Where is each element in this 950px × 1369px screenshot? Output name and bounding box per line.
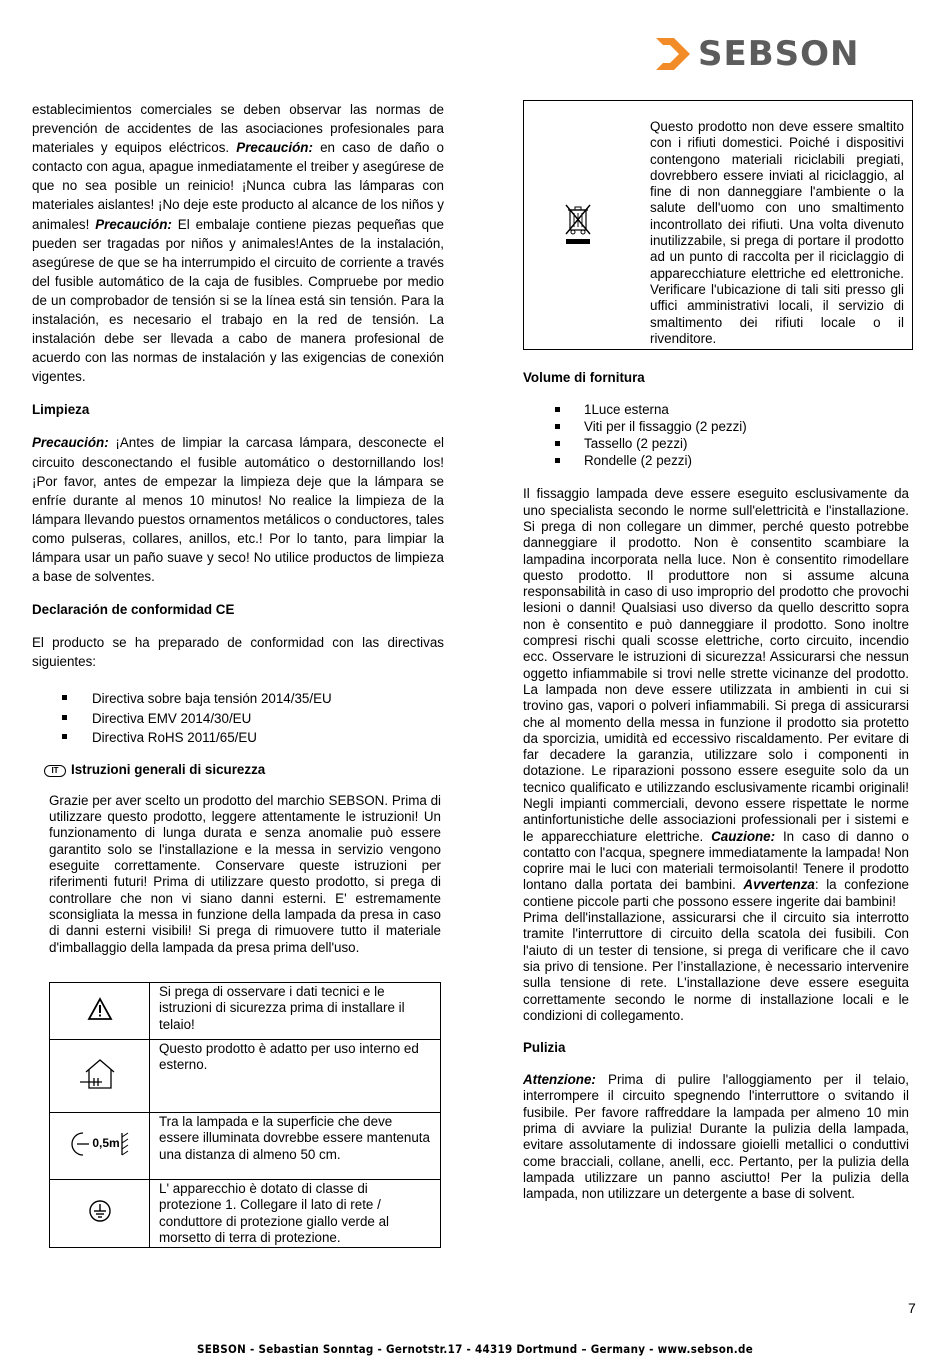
symbol-cell [50, 1039, 150, 1112]
table-row [50, 1179, 441, 1248]
page-number: 7 [908, 1300, 916, 1316]
ce-paragraph: El producto se ha preparado de conformidad con las directivas siguientes: [32, 635, 444, 670]
list-item: Directiva sobre baja tensión 2014/35/EU [32, 689, 444, 709]
weee-text-cell [632, 101, 913, 350]
emphasis-label: Precaución: [236, 140, 313, 156]
emphasis-label: Avvertenza [743, 877, 815, 893]
volume-heading: Volume di fornitura [523, 370, 645, 386]
indoor-outdoor-house-icon [78, 1054, 122, 1094]
language-badge: IT [44, 765, 66, 777]
it-paragraph: Grazie per aver scelto un prodotto del marchio SEBSON. Prima di utilizzare questo prodotto, leggere attentamente le istruzioni! Un funzionamento di lunga durata e senza anomalie può essere garantito solo se l'installazione e la messa in servizio vengono eseguite correttamente. Conservare queste istruzioni per riferimenti futuri! Prima di utilizzare questo prodotto, si prega di controllare che non vi siano danni esterni. E' estremamente sconsigliata la messa in funzione della lampada da presa in caso di danni esterni visibili! Si prega di rimuovere tutto il materiale d'imballaggio della lampada da presa prima dell'uso. [49, 792, 441, 955]
emphasis-label: Precaución: [95, 216, 172, 232]
distance-lamp-icon [69, 1130, 129, 1158]
emphasis-label: Attenzione: [523, 1072, 596, 1088]
chevron-logo-icon [652, 34, 692, 74]
list-item: Directiva EMV 2014/30/EU [32, 709, 444, 729]
pulizia-heading: Pulizia [523, 1040, 566, 1056]
it-heading-label: Istruzioni generali di sicurezza [71, 761, 266, 777]
list-item: 1Luce esterna [523, 402, 909, 419]
list-item: Tassello (2 pezzi) [523, 436, 909, 453]
list-item: Viti per il fissaggio (2 pezzi) [523, 419, 909, 436]
limpieza-paragraph: Precaución: ¡Antes de limpiar la carcasa lámpara, desconecte el circuito desconectando el fusible automático o destornillando los! ¡Por favor, antes de empezar la limpieza deje que la lámpara se enfríe durante al menos 10 minutos! No realice la limpieza de la lámpara llevando puestos ornamentos metálicos o conductores, tales como pulseras, collares, anillos, etc.! Por lo tanto, para limpiar la lámpara usar un paño suave y seco! No utilice productos de limpieza a base de solventes. [32, 435, 444, 585]
symbol-text: Si prega di osservare i dati tecnici e le istruzioni di sicurezza prima di installare il telaio! [150, 982, 441, 1039]
installation-paragraph: Il fissaggio lampada deve essere eseguito esclusivamente da uno specialista secondo le norme sull'elettricità e l'installazione. Si prega di non collegare un dimmer, perché questo potrebbe danneggiare il prodotto. Non è consentito scambiare la lampadina incorporata nella luce. Non è consentito rimodellare questo prodotto. Il produttore non si assume alcuna responsabilità in caso di uso improprio del prodotto che provochi lesioni o danni! Qualsiasi uso diverso da quello descritto sopra non è consentito e può danneggiare il prodotto. Sono inoltre compresi rischi quali scosse elettriche, corto circuito, incendio ecc. Osservare le istruzioni di sicurezza! Assicurarsi che nessun oggetto infiammabile si trovi nelle strette vicinanze del prodotto. La lampada non deve essere utilizzata in ambienti in cui si trovino gas, vapori o polveri infiammabili. Si prega di assicurarsi che al momento della messa in funzione il prodotto sia protetto da sporcizia, umidità ed eccessivo riscaldamento. Per evitare di far decadere la garanzia, utilizzare solo i componenti in dotazione. Le riparazioni possono essere eseguite solo da un tecnico qualificato e utilizzando esclusivamente ricambi originali! Negli impianti commerciali, devono essere rispettate le norme antinfortunistiche delle associazioni professionali per i sistemi e le apparecchiature elettriche. Cauzione: In caso di danno o contatto con l'acqua, spegnere immediatamente la lampada! Non coprire mai le luci con materiali termoisolanti! Tenere il prodotto lontano dalla portata dei bambini. Avvertenza: la confezione contiene piccole parti che possono essere ingerite dai bambini! [523, 486, 909, 909]
symbols-table [49, 982, 441, 1249]
it-heading [44, 762, 444, 777]
brand-logo [652, 34, 862, 74]
list-item: Rondelle (2 pezzi) [523, 453, 909, 470]
lamp-arc-icon [69, 1130, 91, 1158]
weee-box [523, 100, 913, 350]
intro-paragraph: establecimientos comerciales se deben observar las normas de prevención de accidentes de las asociaciones profesionales para materiales y equipos eléctricos. Precaución: en caso de daño o contacto con agua, apague inmediatamente el treiber y asegúrese de que no sea posible un reinicio! ¡Nunca cubra las lámparas con materiales aislantes! ¡No deje este producto al alcance de los niños y animales! Precaución: El embalaje contiene piezas pequeñas que pueden ser tragadas por niños y animales!Antes de la instalación, asegúrese de que se ha interrumpido el circuito de corriente a través del fusible automático de la caja de fusibles. Compruebe por medio de un comprobador de tensión si se la línea está sin tensión. Para la instalación, es necesario el trabajo en la red de tensión. La instalación debe ser llevada a cabo de manera profesional de acuerdo con las normas de instalación y las exigencias de conexión vigentes. [32, 102, 445, 385]
symbol-cell [50, 1179, 150, 1248]
symbol-cell [50, 982, 150, 1039]
symbol-cell [50, 1112, 150, 1179]
symbol-text: L' apparecchio è dotato di classe di protezione 1. Collegare il lato di rete / conduttore di protezione giallo verde al morsetto di terra di protezione. [150, 1179, 441, 1248]
table-row [50, 1039, 441, 1112]
volume-list [523, 402, 909, 469]
earth-ground-icon [88, 1199, 112, 1223]
limpieza-heading: Limpieza [32, 402, 90, 418]
table-row [50, 982, 441, 1039]
ce-heading: Declaración de conformidad CE [32, 602, 235, 618]
crossed-bin-icon [563, 202, 593, 246]
warning-triangle-icon [87, 997, 113, 1021]
distance-label: 0,5m [92, 1136, 120, 1151]
page-footer: SEBSON - Sebastian Sonntag - Gernotstr.17 - 44319 Dortmund – Germany - www.sebson.de [196, 1342, 754, 1356]
emphasis-label: Precaución: [32, 435, 109, 451]
surface-hatch-icon [120, 1131, 130, 1157]
weee-text: Questo prodotto non deve essere smaltito con i rifiuti domestici. Poiché i dispositivi contengono materiali riciclabili pregiati, dovrebbero essere inviati al riciclaggio, al fine di non danneggiare l'ambiente o la salute dell'uomo con uno smaltimento incontrollato dei rifiuti. Una volta divenuto inutilizzabile, si prega di portare il prodotto ad un punto di raccolta per il riciclaggio di apparecchiature elettriche ed elettroniche. Verificare l'ubicazione di tali siti presso gli uffici amministrativi locali, il servizio di smaltimento dei rifiuti locale o il rivenditore. [650, 119, 904, 346]
installation-paragraph-2: Prima dell'installazione, assicurarsi che il circuito sia interrotto tramite l'interruttore di circuito della scatola dei fusibili. Con l'aiuto di un tester di tensione, si prega di verificare che il cavo sia privo di tensione. Per l’installazione, è necessario intervenire sulla tensione di rete. L'installazione deve essere eseguita correttamente secondo le norme di installazione locali e le condizioni di collegamento. [523, 910, 909, 1023]
directives-list [32, 689, 444, 748]
list-item: Directiva RoHS 2011/65/EU [32, 728, 444, 748]
table-row [50, 1112, 441, 1179]
brand-name: SEBSON [698, 34, 860, 74]
right-column [523, 100, 909, 1203]
symbol-text: Tra la lampada e la superficie che deve essere illuminata dovrebbe essere mantenuta una distanza di almeno 50 cm. [150, 1112, 441, 1179]
left-column [32, 100, 444, 1248]
emphasis-label: Cauzione: [711, 828, 776, 844]
pulizia-paragraph: Attenzione: Prima di pulire l'alloggiamento per il telaio, interrompere il circuito spegnendo l'interruttore o svitando il fusibile. Per favore raffreddare la lampada per almeno 10 min prima di avviare la pulizia! Durante la pulizia della lampada, evitare assolutamente di indossare gioielli metallici o conduttivi come bracciali, collane, anelli, ecc. Pertanto, per la pulizia della lampada utilizzare un panno asciutto! Per la pulizia della lampada, non utilizzare un detergente a base di solvent. [523, 1072, 909, 1202]
weee-icon-cell [524, 101, 633, 350]
symbol-text: Questo prodotto è adatto per uso interno ed esterno. [150, 1039, 441, 1112]
